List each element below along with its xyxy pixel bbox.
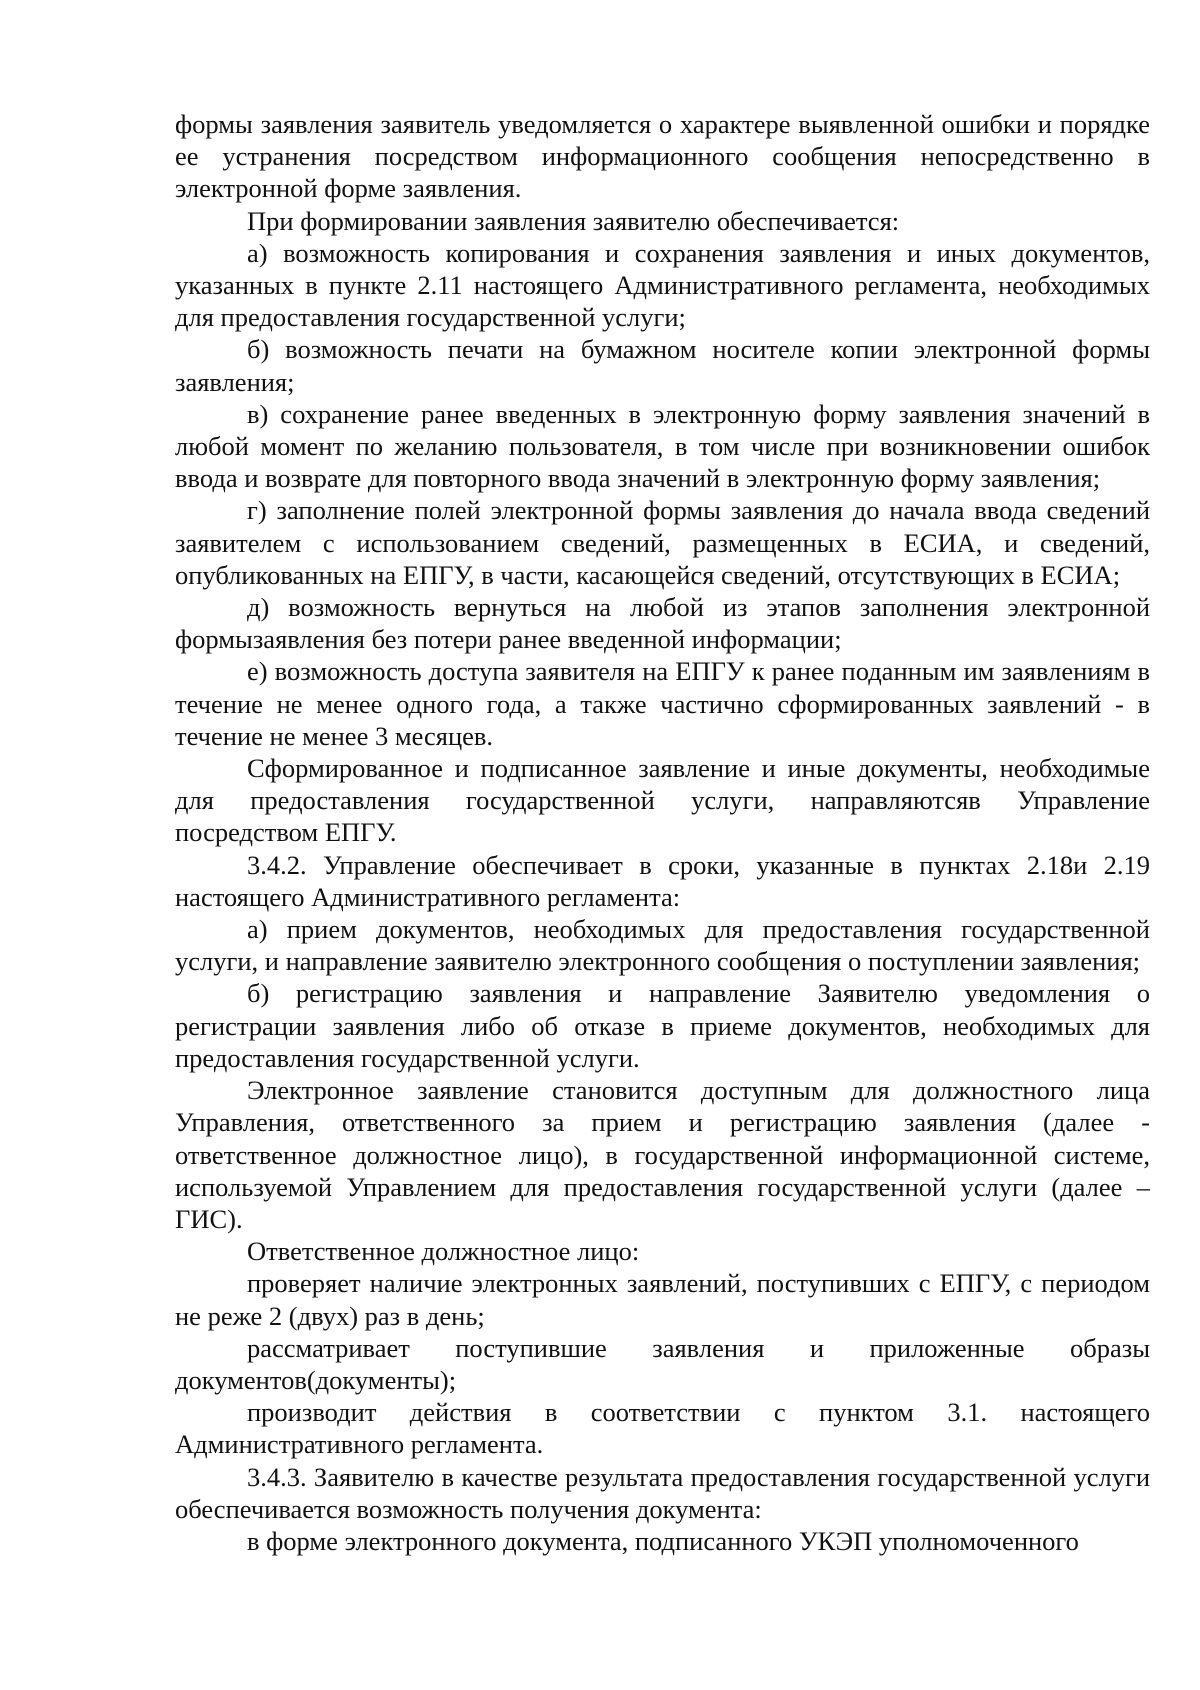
paragraph-item-a: а) возможность копирования и сохранения заявления и иных документов, указанных в пункте 2.11 настоящего Административного регламента, необходимых для предоставления государственной услуги;: [175, 237, 1150, 333]
paragraph-official-acts: производит действия в соответствии с пунктом 3.1. настоящего Административного регламента.: [175, 1397, 1150, 1460]
paragraph-item-e: е) возможность доступа заявителя на ЕПГУ к ранее поданным им заявлениям в течение не менее одного года, а также частично сформированных заявлений - в течение не менее 3 месяцев.: [175, 656, 1150, 751]
paragraph-gis-availability: Электронное заявление становится доступным для должностного лица Управления, ответственного за прием и регистрацию заявления (далее - ответственное должностное лицо), в государственной информационной системе, используемой Управлением для предоставления государственной услуги (далее – ГИС).: [175, 1075, 1150, 1234]
paragraph-item-b: б) возможность печати на бумажном носителе копии электронной формы заявления;: [175, 334, 1150, 397]
paragraph-section-3-4-2: 3.4.2. Управление обеспечивает в сроки, указанные в пунктах 2.18и 2.19 настоящего Административного регламента:: [175, 849, 1150, 912]
paragraph-official-checks: проверяет наличие электронных заявлений, поступивших с ЕПГУ, с периодом не реже 2 (двух) раз в день;: [175, 1268, 1150, 1331]
paragraph-receipt-item-b: б) регистрацию заявления и направление Заявителю уведомления о регистрации заявления либо об отказе в приеме документов, необходимых для предоставления государственной услуги.: [175, 978, 1150, 1073]
paragraph-section-3-4-3: 3.4.3. Заявителю в качестве результата предоставления государственной услуги обеспечивается возможность получения документа:: [175, 1461, 1150, 1524]
paragraph-official-reviews: рассматривает поступившие заявления и приложенные образы документов(документы);: [175, 1332, 1150, 1395]
paragraph-electronic-document: в форме электронного документа, подписанного УКЭП уполномоченного: [247, 1525, 1079, 1556]
paragraph-receipt-item-a: а) прием документов, необходимых для предоставления государственной услуги, и направление заявителю электронного сообщения о поступлении заявления;: [175, 914, 1150, 977]
document-body: [175, 108, 1150, 1557]
paragraph-official-intro: Ответственное должностное лицо:: [247, 1236, 640, 1267]
paragraph-item-g: г) заполнение полей электронной формы заявления до начала ввода сведений заявителем с использованием сведений, размещенных в ЕСИА, и сведений, опубликованных на ЕПГУ, в части, касающейся сведений, отсутствующих в ЕСИА;: [175, 495, 1150, 590]
paragraph-submission: Сформированное и подписанное заявление и иные документы, необходимые для предоставления государственной услуги, направляютсяв Управление посредством ЕПГУ.: [175, 753, 1150, 848]
paragraph-item-d: д) возможность вернуться на любой из этапов заполнения электронной формызаявления без потери ранее введенной информации;: [175, 592, 1150, 655]
paragraph-item-v: в) сохранение ранее введенных в электронную форму заявления значений в любой момент по желанию пользователя, в том числе при возникновении ошибок ввода и возврате для повторного ввода значений в электронную форму заявления;: [175, 398, 1150, 494]
paragraph-error-notice: формы заявления заявитель уведомляется о характере выявленной ошибки и порядке ее устранения посредством информационного сообщения непосредственно в электронной форме заявления.: [175, 109, 1150, 204]
paragraph-provision-intro: При формировании заявления заявителю обеспечивается:: [247, 205, 900, 236]
